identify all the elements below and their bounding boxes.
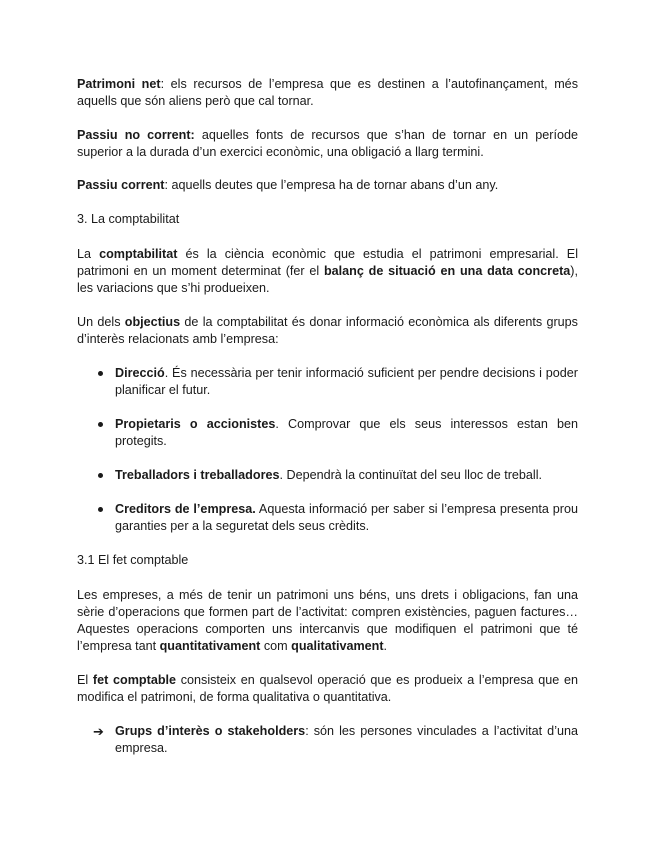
term-passiu-no-corrent: Passiu no corrent: <box>77 128 195 142</box>
paragraph-patrimoni-net <box>77 76 578 110</box>
text-fragment: consisteix en qualsevol operació que es produeix a l’empresa que en modifica el patrimoni, de forma qualitativa o quantitativa. <box>77 673 578 704</box>
text-fragment: El <box>77 673 93 687</box>
term-objectius: objectius <box>124 315 181 329</box>
text-fragment: . <box>383 639 388 653</box>
term-stakeholders: Grups d’interès o stakeholders <box>115 724 306 738</box>
paragraph-objectius <box>77 314 578 348</box>
bullet-term: Treballadors i treballadores <box>115 468 280 482</box>
text-fragment: de la comptabilitat és donar informació econòmica als diferents grups d’interès relacionats amb l’empresa: <box>77 315 578 346</box>
text-fragment: Les empreses, a més de tenir un patrimoni uns béns, uns drets i obligacions, fan una sèrie d’operacions que formen part de l’activitat: compren existències, paguen factures… Aquestes operacions comporten uns intercanvis que modifiquen el patrimoni que té l’empresa tant <box>77 588 578 653</box>
term-passiu-corrent: Passiu corrent <box>77 178 165 192</box>
definition-passiu-corrent: : aquells deutes que l’empresa ha de tornar abans d’un any. <box>164 178 499 192</box>
paragraph-fet-comptable-definition <box>77 672 578 706</box>
bullet-text: Aquesta informació per saber si l’empresa presenta prou garanties per a la seguretat dels seus crèdits. <box>115 502 578 533</box>
bullet-text: . És necessària per tenir informació suficient per pendre decisions i poder planificar el futur. <box>115 366 578 397</box>
bullet-term: Creditors de l’empresa. <box>115 502 256 516</box>
heading-fet-comptable: 3.1 El fet comptable <box>77 553 189 567</box>
text-fragment: és la ciència econòmic que estudia el patrimoni empresarial. El patrimoni en un moment determinat (fer el <box>77 247 578 278</box>
bullet-icon <box>98 422 103 427</box>
bullet-item <box>115 416 578 450</box>
bullet-item <box>115 365 578 399</box>
bullet-term: Direcció <box>115 366 165 380</box>
paragraph-fet-comptable-intro <box>77 587 578 655</box>
text-fragment: Un dels <box>77 315 125 329</box>
definition-patrimoni-net: : els recursos de l’empresa que es destinen a l’autofinançament, més aquells que són aliens però que cal tornar. <box>77 77 578 108</box>
bullet-text: . Comprovar que els seus interessos estan ben protegits. <box>115 417 578 448</box>
text-fragment: La <box>77 247 100 261</box>
text-fragment: ), les variacions que s’hi produeixen. <box>77 264 578 295</box>
term-patrimoni-net: Patrimoni net <box>77 77 161 91</box>
term-qualitativament: qualitativament <box>291 639 384 653</box>
bullet-icon <box>98 473 103 478</box>
paragraph-passiu-no-corrent <box>77 127 578 161</box>
bullet-item <box>115 467 578 484</box>
paragraph-passiu-corrent <box>77 177 578 194</box>
term-comptabilitat: comptabilitat <box>99 247 178 261</box>
term-balanc-situacio: balanç de situació en una data concreta <box>323 264 571 278</box>
text-fragment: com <box>260 639 292 653</box>
arrow-item-stakeholders <box>93 723 578 757</box>
term-fet-comptable: fet comptable <box>92 673 177 687</box>
bullet-icon <box>98 507 103 512</box>
bullet-text: . Dependrà la continuïtat del seu lloc de treball. <box>279 468 543 482</box>
bullet-item <box>115 501 578 535</box>
bullet-icon <box>98 371 103 376</box>
arrow-right-icon: ➔ <box>93 724 104 739</box>
definition-stakeholders: : són les persones vinculades a l’activitat d’una empresa. <box>115 724 578 755</box>
bullet-term: Propietaris o accionistes <box>115 417 276 431</box>
term-quantitativament: quantitativament <box>159 639 261 653</box>
definition-passiu-no-corrent: aquelles fonts de recursos que s’han de tornar en un període superior a la durada d’un exercici econòmic, una obligació a llarg termini. <box>77 128 578 159</box>
heading-la-comptabilitat: 3. La comptabilitat <box>77 212 180 226</box>
paragraph-comptabilitat <box>77 246 578 297</box>
